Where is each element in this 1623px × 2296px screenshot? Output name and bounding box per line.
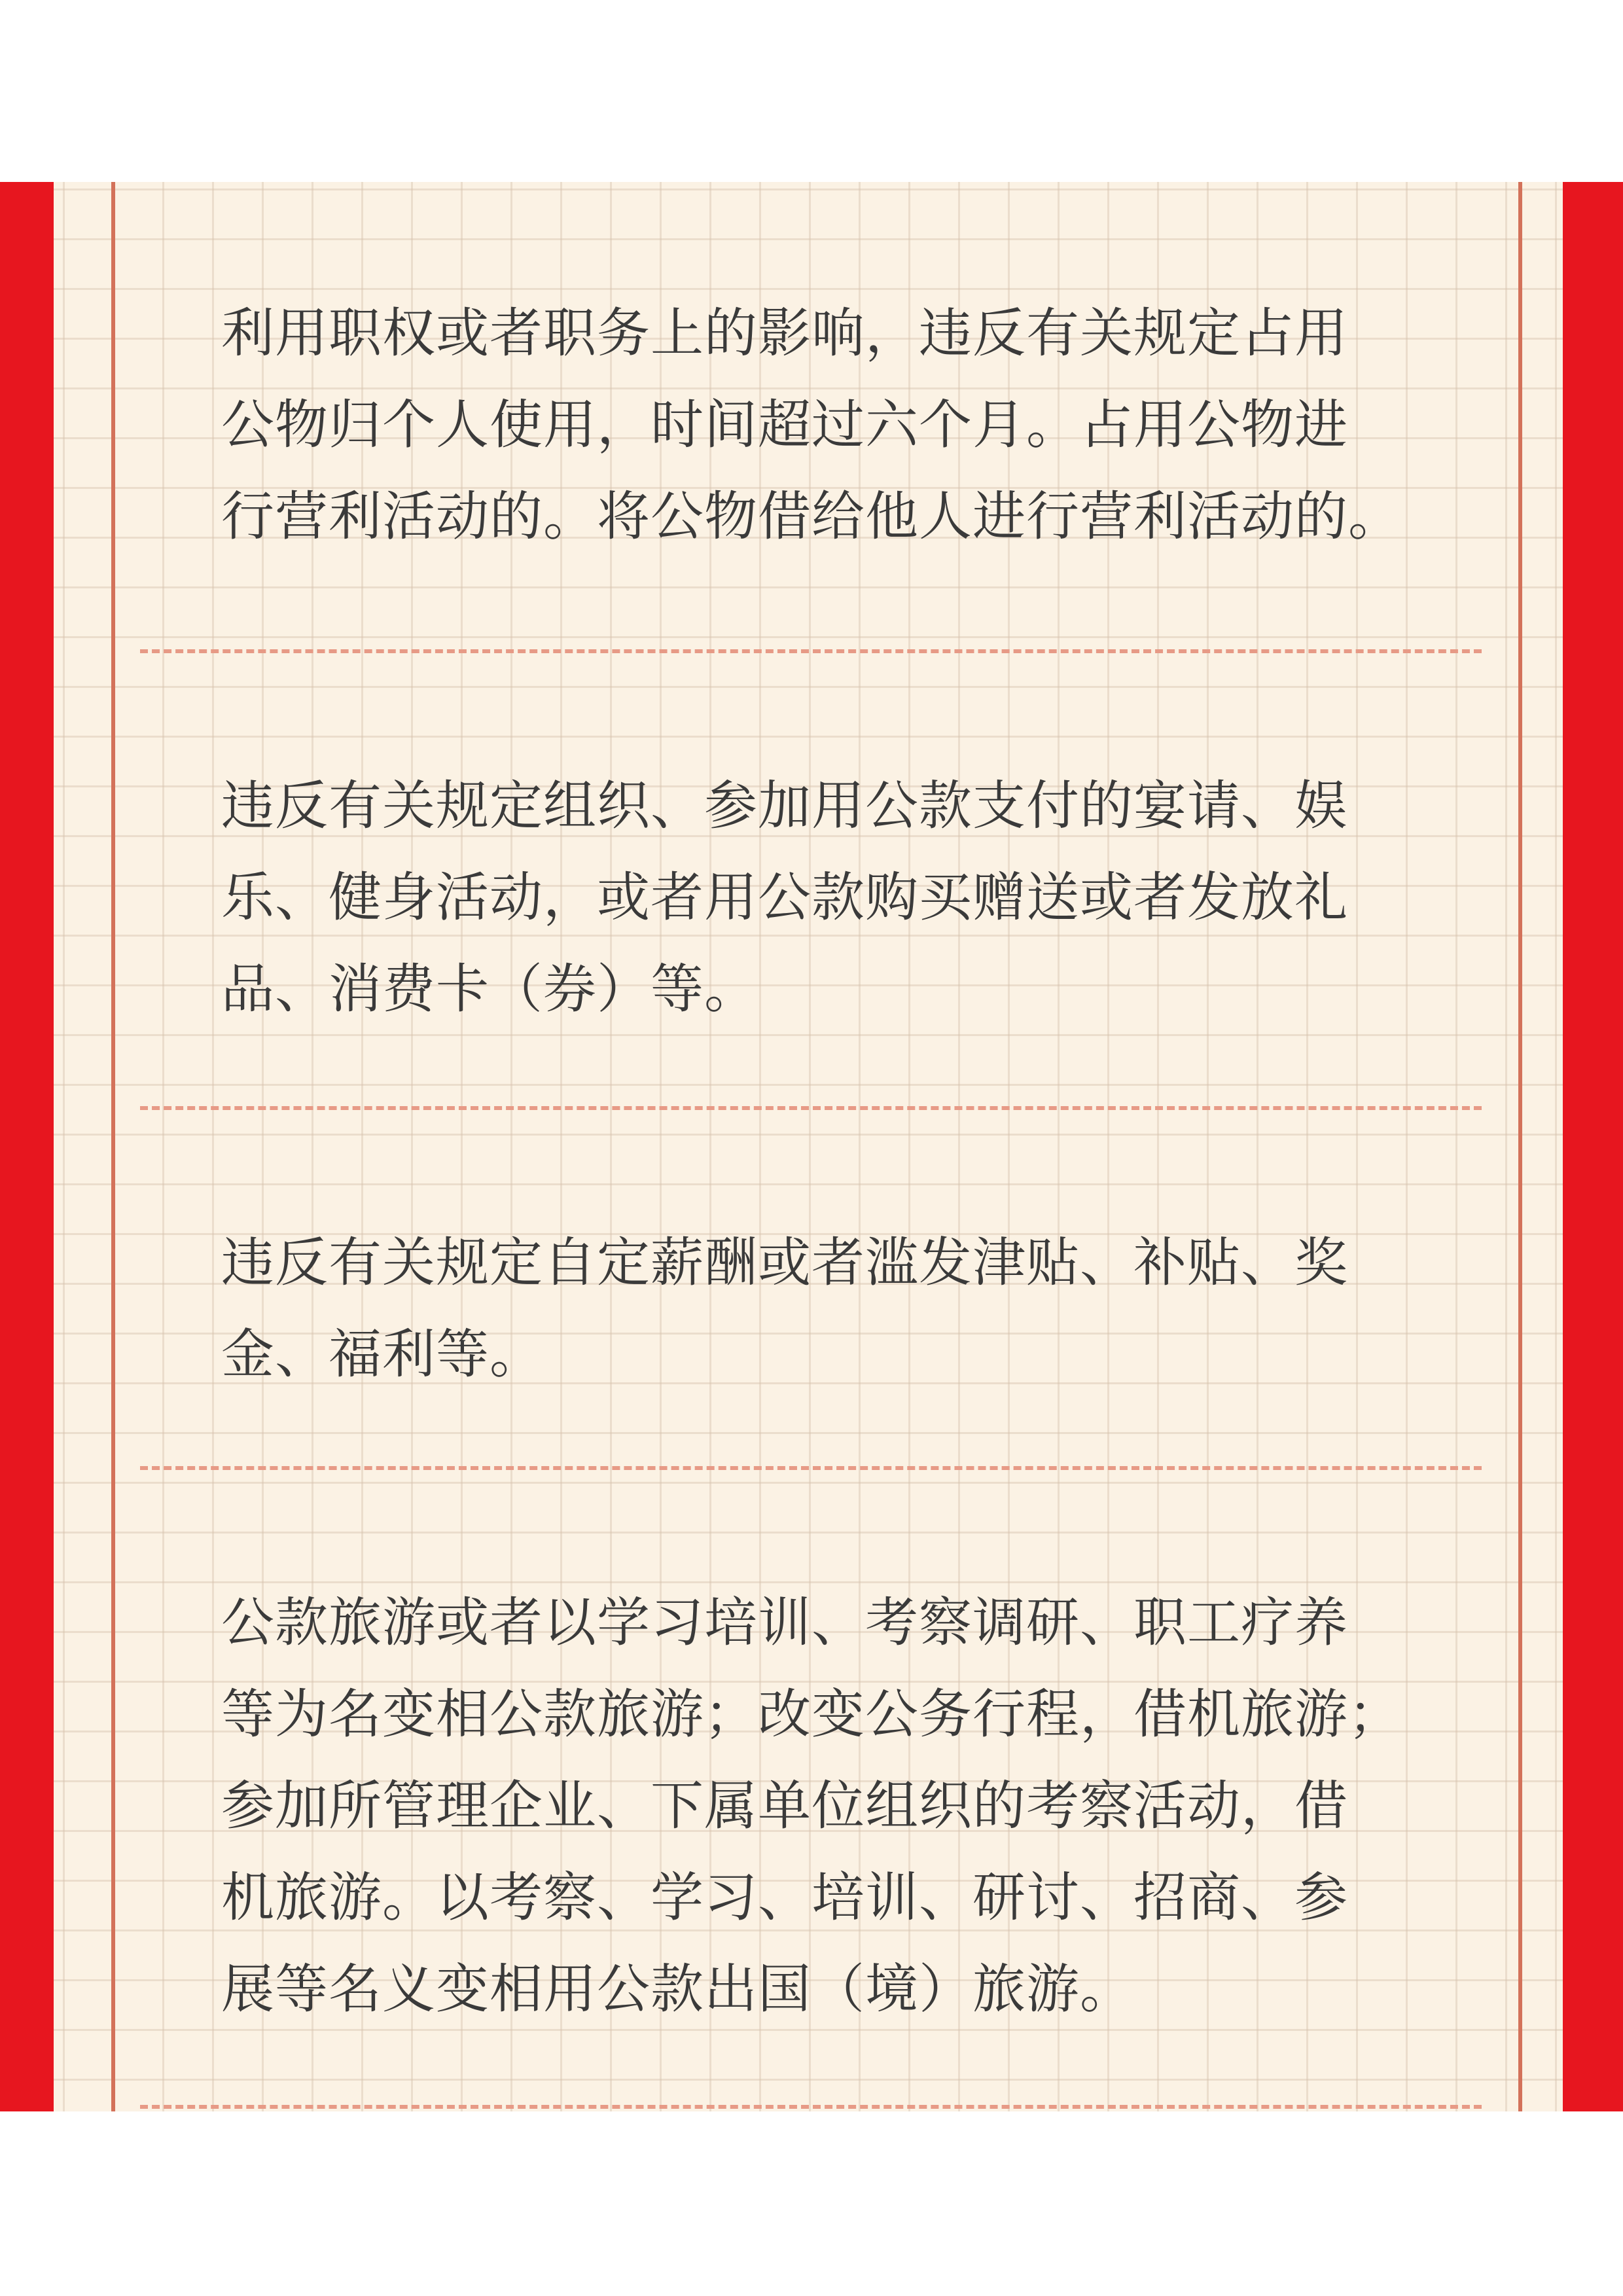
section-divider	[140, 1106, 1482, 1110]
text-line: 违反有关规定自定薪酬或者滥发津贴、补贴、奖	[221, 1232, 1349, 1294]
left-red-border	[0, 182, 54, 2111]
left-margin-rule	[111, 182, 115, 2111]
text-line: 机旅游。以考察、学习、培训、研讨、招商、参	[221, 1867, 1349, 1929]
right-margin-rule	[1518, 182, 1522, 2111]
text-line: 公款旅游或者以学习培训、考察调研、职工疗养	[221, 1592, 1349, 1654]
section-divider	[140, 1466, 1482, 1470]
text-line: 展等名义变相用公款出国（境）旅游。	[221, 1959, 1134, 2020]
text-line: 违反有关规定组织、参加用公款支付的宴请、娱	[221, 776, 1349, 837]
text-line: 品、消费卡（券）等。	[221, 959, 758, 1020]
text-line: 乐、健身活动，或者用公款购买赠送或者发放礼	[221, 867, 1349, 929]
right-red-border	[1563, 182, 1623, 2111]
section-divider	[140, 2105, 1482, 2109]
text-line: 参加所管理企业、下属单位组织的考察活动，借	[221, 1776, 1349, 1837]
section-divider	[140, 649, 1482, 653]
section-public-funded-travel	[221, 1577, 1438, 2036]
section-salary-allowances	[221, 1217, 1438, 1401]
text-line: 利用职权或者职务上的影响，违反有关规定占用	[221, 303, 1349, 365]
text-line: 金、福利等。	[221, 1324, 544, 1386]
section-banquet-gifts	[221, 761, 1438, 1035]
text-line: 等为名变相公款旅游；改变公务行程，借机旅游；	[221, 1684, 1402, 1746]
text-line: 公物归个人使用，时间超过六个月。占用公物进	[221, 395, 1349, 456]
text-line: 行营利活动的。将公物借给他人进行营利活动的。	[221, 486, 1402, 548]
section-public-property-misuse	[221, 288, 1438, 563]
